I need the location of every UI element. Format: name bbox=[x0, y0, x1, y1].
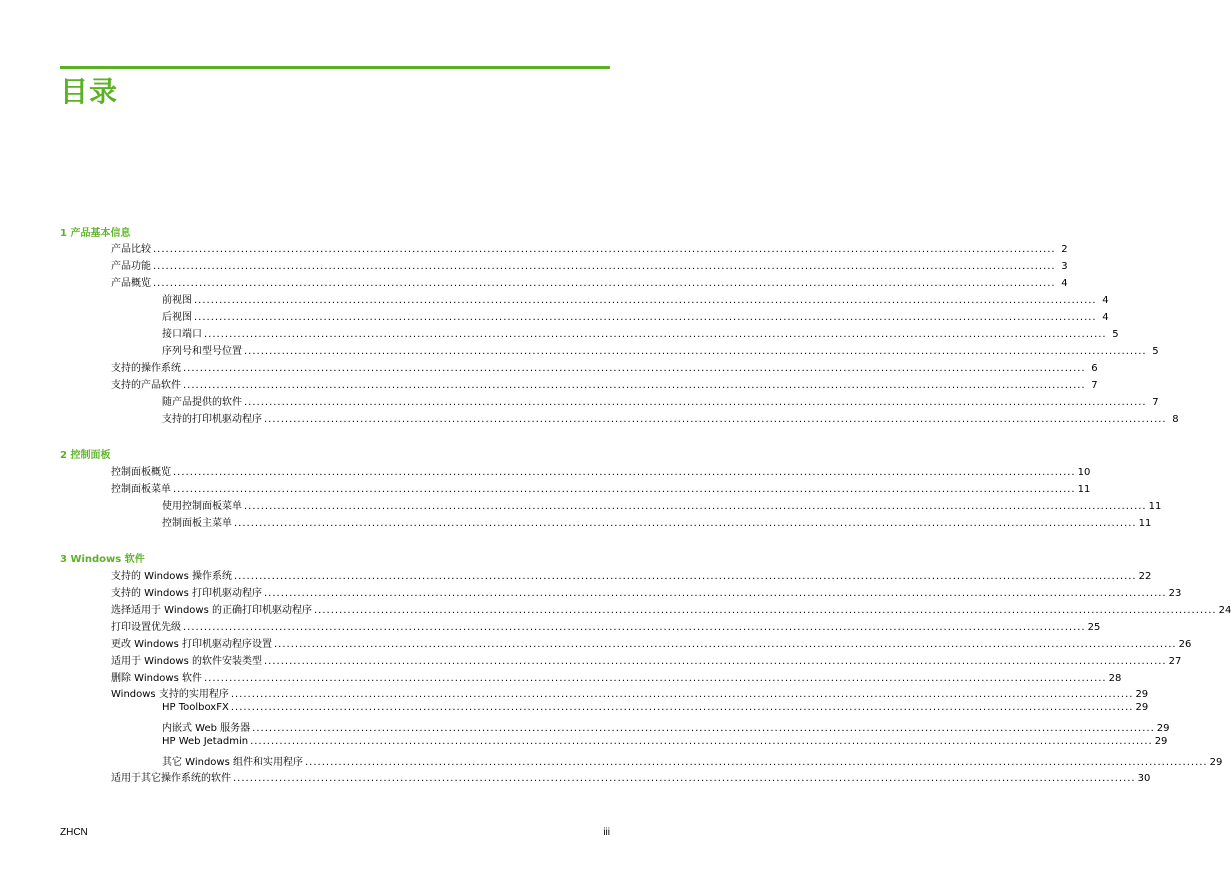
toc-entry-title: 内嵌式 Web 服务器 bbox=[162, 723, 251, 734]
toc-entry[interactable] bbox=[162, 753, 1223, 768]
toc-entry-title: 随产品提供的软件 bbox=[162, 397, 242, 408]
toc-entry-page: 10 bbox=[1077, 467, 1091, 478]
dot-leader: ........................................................................................................................................................................................................................ bbox=[250, 736, 1153, 747]
toc-entry-title: 适用于 Windows 的软件安装类型 bbox=[111, 656, 262, 667]
toc-entry-page: 11 bbox=[1148, 501, 1162, 512]
toc-entry-page: 27 bbox=[1168, 656, 1182, 667]
toc-entry[interactable] bbox=[162, 736, 1168, 750]
toc-entry-title: 后视图 bbox=[162, 312, 192, 323]
title-rule bbox=[60, 66, 610, 69]
toc-entry-page: 29 bbox=[1156, 723, 1170, 734]
dot-leader: ........................................................................................................................................................................................................................ bbox=[314, 605, 1217, 616]
toc-entry-page: 4 bbox=[1102, 295, 1109, 306]
toc-entry[interactable] bbox=[111, 480, 1091, 495]
page-title: 目录 bbox=[60, 75, 119, 108]
footer-page-number: iii bbox=[603, 827, 610, 838]
toc-entry-title: 删除 Windows 软件 bbox=[111, 673, 202, 684]
dot-leader: ........................................................................................................................................................................................................................ bbox=[305, 757, 1208, 768]
toc-entry[interactable] bbox=[162, 342, 1159, 357]
toc-entry[interactable] bbox=[111, 567, 1152, 582]
chapter-heading[interactable]: 3 Windows 软件 bbox=[60, 554, 145, 565]
toc-entry[interactable] bbox=[162, 719, 1170, 734]
dot-leader: ........................................................................................................................................................................................................................ bbox=[244, 346, 1147, 357]
toc-entry-title: 支持的 Windows 打印机驱动程序 bbox=[111, 588, 262, 599]
toc-entry[interactable] bbox=[111, 376, 1098, 391]
toc-entry-title: 支持的操作系统 bbox=[111, 363, 181, 374]
toc-entry[interactable] bbox=[111, 635, 1192, 650]
dot-leader: ........................................................................................................................................................................................................................ bbox=[264, 414, 1167, 425]
dot-leader: ........................................................................................................................................................................................................................ bbox=[264, 588, 1167, 599]
toc-entry-title: 其它 Windows 组件和实用程序 bbox=[162, 757, 303, 768]
dot-leader: ........................................................................................................................................................................................................................ bbox=[204, 673, 1107, 684]
toc-entry[interactable] bbox=[111, 274, 1068, 289]
toc-entry-title: 适用于其它操作系统的软件 bbox=[111, 773, 231, 784]
dot-leader: ........................................................................................................................................................................................................................ bbox=[233, 773, 1136, 784]
toc-entry-title: 序列号和型号位置 bbox=[162, 346, 242, 357]
toc-entry[interactable] bbox=[162, 702, 1149, 716]
toc-entry-page: 5 bbox=[1112, 329, 1119, 340]
dot-leader: ........................................................................................................................................................................................................................ bbox=[183, 380, 1086, 391]
toc-entry-page: 22 bbox=[1138, 571, 1152, 582]
toc-entry-page: 4 bbox=[1061, 278, 1068, 289]
toc-entry[interactable] bbox=[162, 325, 1119, 340]
toc-entry[interactable] bbox=[111, 240, 1068, 255]
toc-entry[interactable] bbox=[111, 463, 1091, 478]
toc-entry-page: 23 bbox=[1168, 588, 1182, 599]
dot-leader: ........................................................................................................................................................................................................................ bbox=[204, 329, 1107, 340]
toc-entry-title: 打印设置优先级 bbox=[111, 622, 181, 633]
toc-entry-page: 25 bbox=[1087, 622, 1101, 633]
toc-entry-page: 28 bbox=[1108, 673, 1122, 684]
dot-leader: ........................................................................................................................................................................................................................ bbox=[153, 261, 1056, 272]
toc-entry-title: HP Web Jetadmin bbox=[162, 736, 249, 747]
dot-leader: ........................................................................................................................................................................................................................ bbox=[173, 484, 1076, 495]
dot-leader: ........................................................................................................................................................................................................................ bbox=[173, 467, 1076, 478]
toc-entry-page: 8 bbox=[1172, 414, 1179, 425]
chapter-heading[interactable]: 2 控制面板 bbox=[60, 450, 111, 461]
toc-entry[interactable] bbox=[162, 410, 1179, 425]
dot-leader: ........................................................................................................................................................................................................................ bbox=[194, 295, 1097, 306]
toc-entry-page: 26 bbox=[1178, 639, 1192, 650]
toc-entry[interactable] bbox=[162, 308, 1109, 323]
toc-entry-page: 11 bbox=[1138, 518, 1152, 529]
toc-entry[interactable] bbox=[111, 257, 1068, 272]
toc-entry-page: 2 bbox=[1061, 244, 1068, 255]
toc-entry-title: 更改 Windows 打印机驱动程序设置 bbox=[111, 639, 272, 650]
dot-leader: ........................................................................................................................................................................................................................ bbox=[153, 278, 1056, 289]
toc-entry[interactable] bbox=[162, 393, 1159, 408]
toc-entry[interactable] bbox=[111, 685, 1149, 700]
dot-leader: ........................................................................................................................................................................................................................ bbox=[274, 639, 1177, 650]
dot-leader: ........................................................................................................................................................................................................................ bbox=[264, 656, 1167, 667]
toc-entry-title: 支持的产品软件 bbox=[111, 380, 181, 391]
dot-leader: ........................................................................................................................................................................................................................ bbox=[234, 518, 1137, 529]
chapter-heading[interactable]: 1 产品基本信息 bbox=[60, 228, 131, 239]
dot-leader: ........................................................................................................................................................................................................................ bbox=[183, 622, 1086, 633]
toc-entry-title: HP ToolboxFX bbox=[162, 702, 229, 713]
toc-entry-title: 控制面板主菜单 bbox=[162, 518, 232, 529]
toc-entry-page: 6 bbox=[1091, 363, 1098, 374]
toc-entry-title: 接口端口 bbox=[162, 329, 202, 340]
toc-entry-page: 29 bbox=[1154, 736, 1168, 747]
toc-entry-title: Windows 支持的实用程序 bbox=[111, 689, 229, 700]
toc-entry-title: 选择适用于 Windows 的正确打印机驱动程序 bbox=[111, 605, 312, 616]
toc-entry-title: 控制面板概览 bbox=[111, 467, 171, 478]
toc-entry-page: 11 bbox=[1077, 484, 1091, 495]
toc-entry[interactable] bbox=[111, 669, 1122, 684]
dot-leader: ........................................................................................................................................................................................................................ bbox=[194, 312, 1097, 323]
dot-leader: ........................................................................................................................................................................................................................ bbox=[183, 363, 1086, 374]
toc-entry-title: 支持的 Windows 操作系统 bbox=[111, 571, 232, 582]
toc-entry-page: 30 bbox=[1137, 773, 1151, 784]
toc-entry-page: 4 bbox=[1102, 312, 1109, 323]
dot-leader: ........................................................................................................................................................................................................................ bbox=[244, 397, 1147, 408]
dot-leader: ........................................................................................................................................................................................................................ bbox=[252, 723, 1155, 734]
toc-entry[interactable] bbox=[111, 584, 1182, 599]
toc-entry-page: 7 bbox=[1152, 397, 1159, 408]
toc-entry-page: 24 bbox=[1218, 605, 1231, 616]
toc-entry-title: 支持的打印机驱动程序 bbox=[162, 414, 262, 425]
toc-entry-page: 29 bbox=[1209, 757, 1223, 768]
toc-entry-title: 控制面板菜单 bbox=[111, 484, 171, 495]
toc-entry-page: 29 bbox=[1135, 689, 1149, 700]
toc-entry[interactable] bbox=[162, 497, 1162, 512]
dot-leader: ........................................................................................................................................................................................................................ bbox=[153, 244, 1056, 255]
toc-entry[interactable] bbox=[111, 601, 1231, 616]
toc-entry-page: 29 bbox=[1135, 702, 1149, 713]
toc-entry[interactable] bbox=[111, 618, 1101, 633]
dot-leader: ........................................................................................................................................................................................................................ bbox=[244, 501, 1147, 512]
footer-locale: ZHCN bbox=[60, 827, 88, 838]
toc-entry[interactable] bbox=[111, 769, 1151, 784]
toc-entry-page: 3 bbox=[1061, 261, 1068, 272]
toc-entry[interactable] bbox=[111, 652, 1182, 667]
dot-leader: ........................................................................................................................................................................................................................ bbox=[234, 571, 1137, 582]
toc-entry-page: 7 bbox=[1091, 380, 1098, 391]
toc-entry[interactable] bbox=[162, 514, 1152, 529]
dot-leader: ........................................................................................................................................................................................................................ bbox=[230, 689, 1134, 700]
toc-entry-title: 产品比较 bbox=[111, 244, 151, 255]
toc-entry-title: 产品功能 bbox=[111, 261, 151, 272]
toc-entry[interactable] bbox=[162, 291, 1109, 306]
toc-entry-title: 前视图 bbox=[162, 295, 192, 306]
dot-leader: ........................................................................................................................................................................................................................ bbox=[230, 702, 1134, 713]
toc-entry[interactable] bbox=[111, 359, 1098, 374]
toc-entry-page: 5 bbox=[1152, 346, 1159, 357]
toc-entry-title: 产品概览 bbox=[111, 278, 151, 289]
toc-entry-title: 使用控制面板菜单 bbox=[162, 501, 242, 512]
